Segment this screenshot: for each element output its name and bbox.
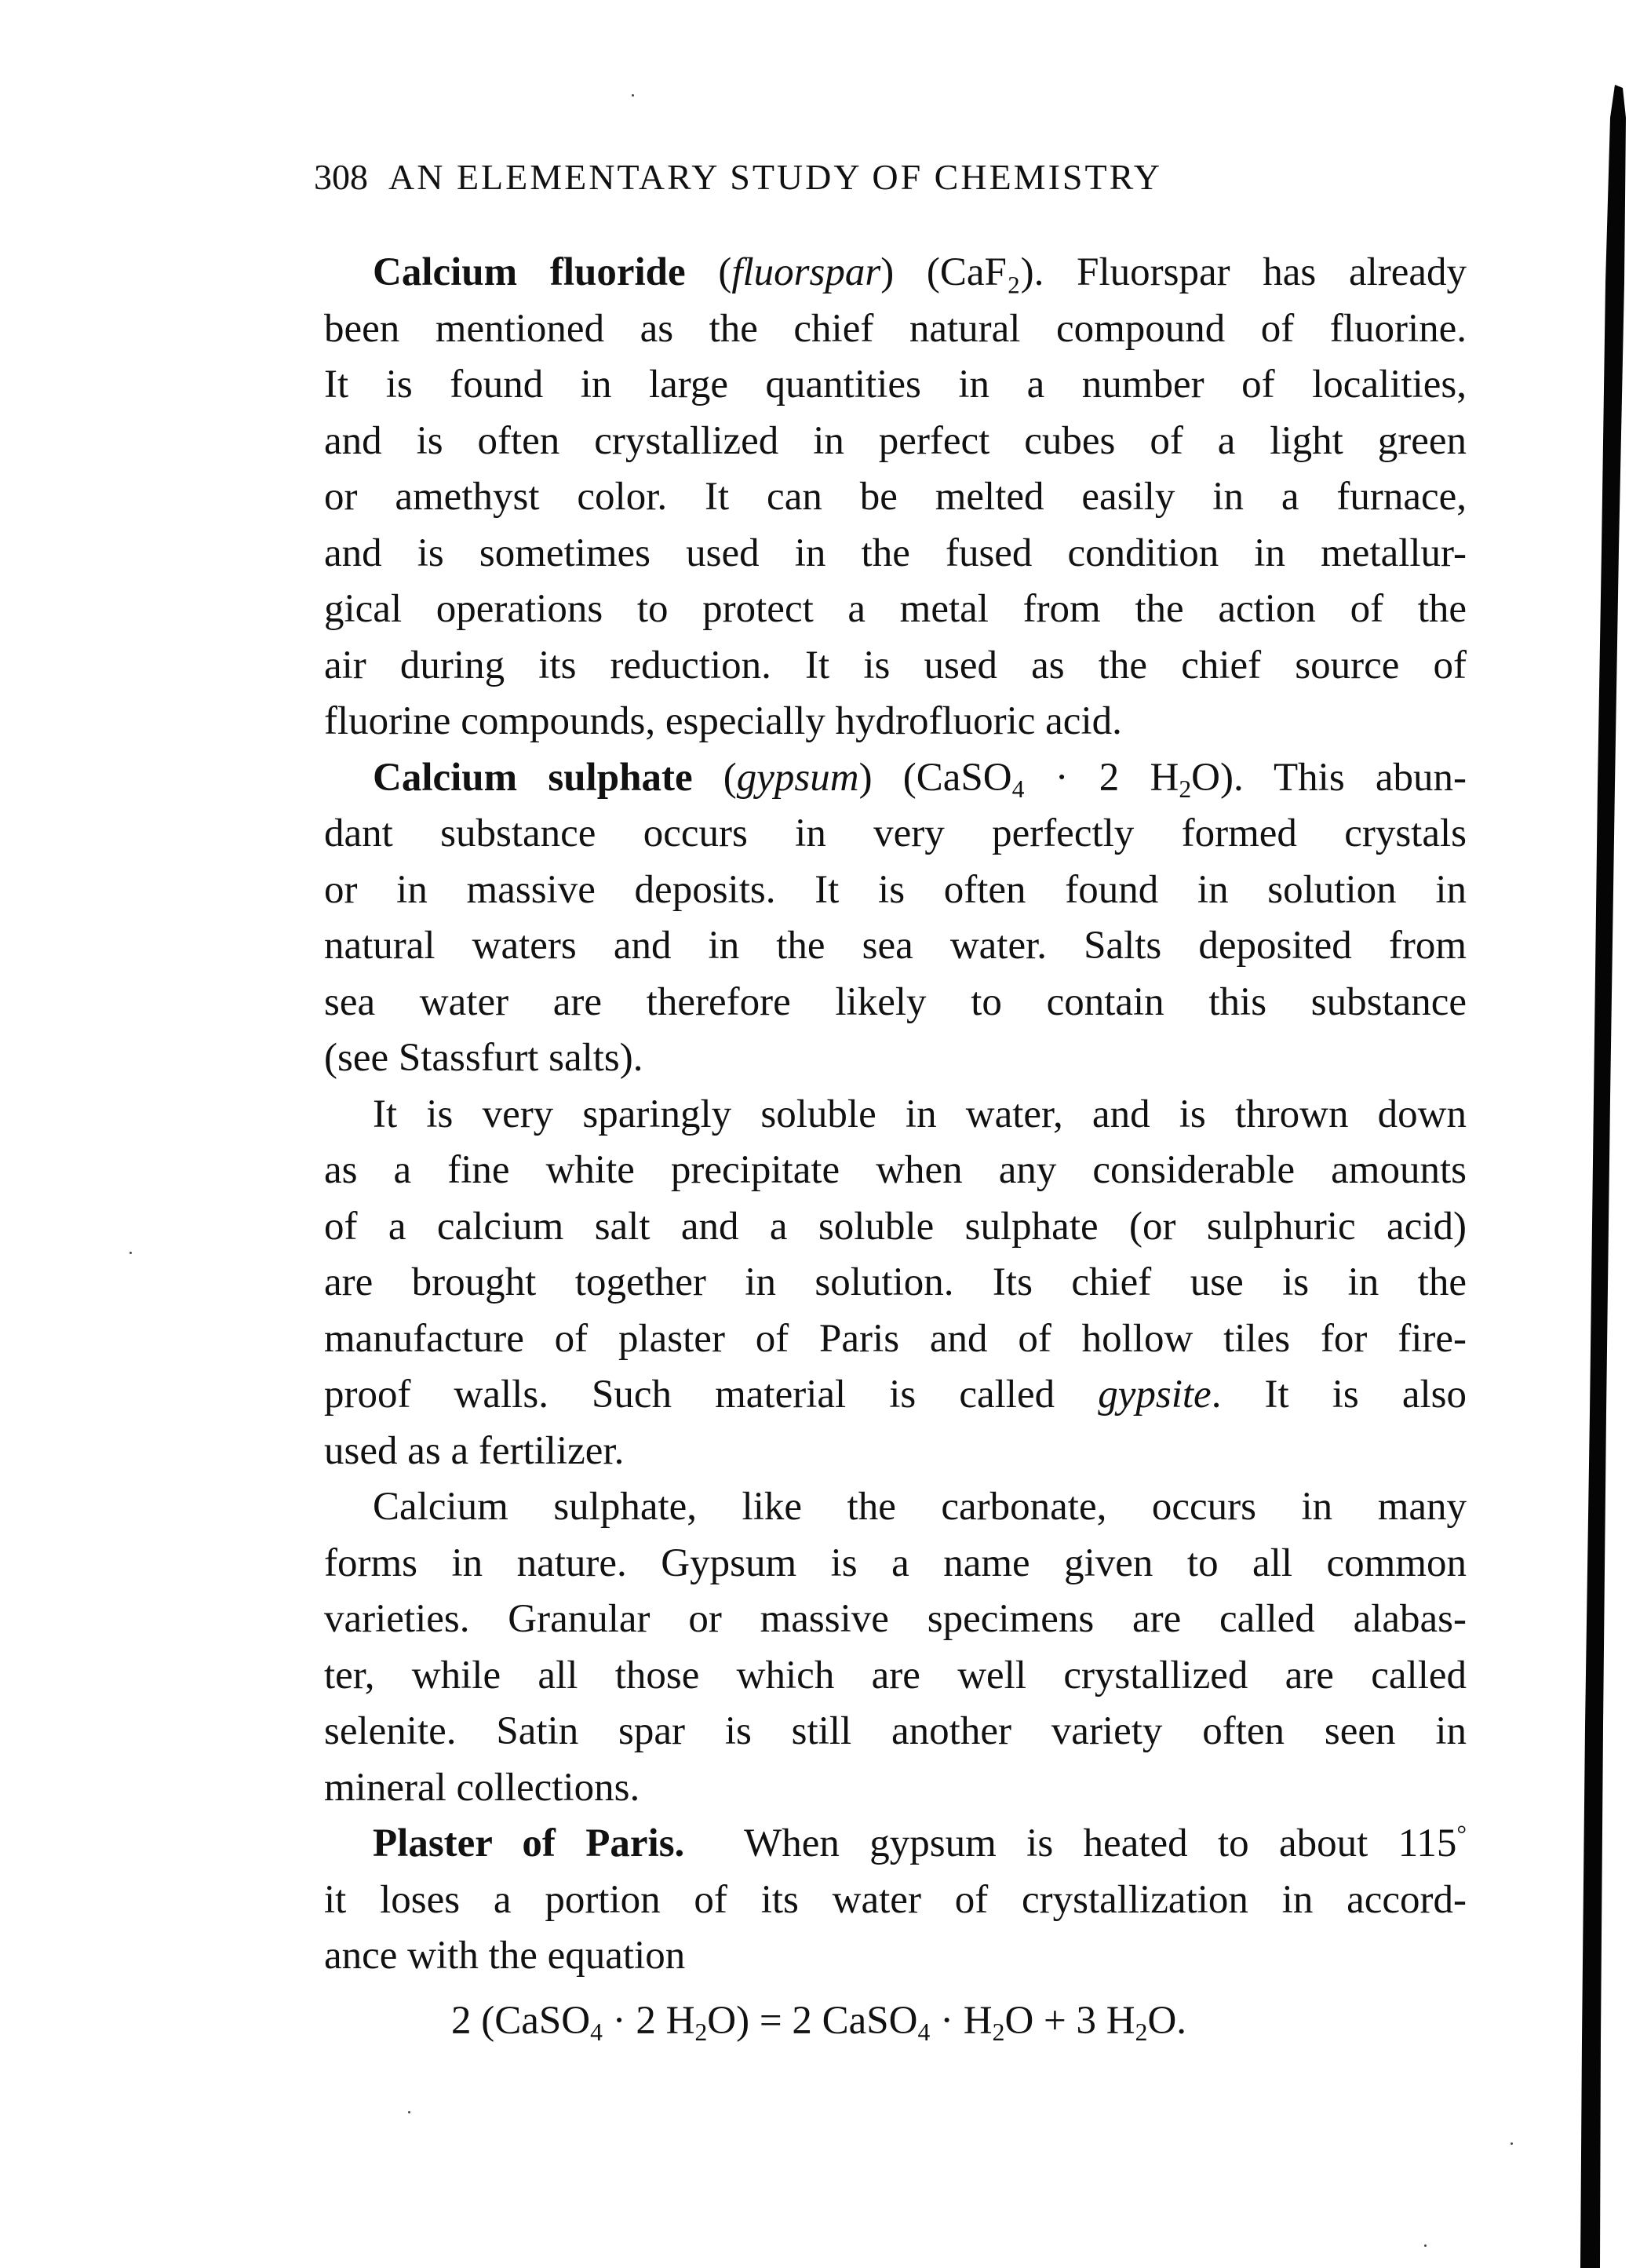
text-line: of a calcium salt and a soluble sulphate (or sulphuric acid) — [324, 1204, 1467, 1249]
paragraph-solubility — [324, 1087, 1467, 1480]
text-line: and is often crystallized in perfect cubes of a light green — [324, 418, 1467, 463]
chemical-formula: (CaF₂) — [926, 250, 1034, 294]
running-title: AN ELEMENTARY STUDY OF CHEMISTRY — [388, 157, 1162, 197]
text-line: Calcium sulphate, like the carbonate, occurs in many — [373, 1485, 1467, 1529]
paragraph-calcium-fluoride — [324, 245, 1467, 750]
mineral-name: gypsum — [736, 755, 859, 800]
text-line: are brought together in solution. Its chief use is in the — [324, 1260, 1467, 1304]
text-line: It is found in large quantities in a number of localities, — [324, 363, 1467, 407]
text-fragment: proof walls. Such material is called — [324, 1373, 1055, 1417]
text-line: manufacture of plaster of Paris and of hollow tiles for fire- — [324, 1316, 1467, 1361]
text-line: ter, while all those which are well crystallized are called — [324, 1653, 1467, 1697]
equals-sign: = — [749, 1999, 793, 2043]
text-line: and is sometimes used in the fused condition in metallur- — [324, 531, 1467, 575]
text-line: dant substance occurs in very perfectly formed crystals — [324, 811, 1467, 855]
text-line: been mentioned as the chief natural compound of fluorine. — [324, 306, 1467, 351]
text-line — [324, 1816, 1467, 1872]
scan-speck — [408, 2111, 410, 2113]
paragraph-calcium-sulphate — [324, 750, 1467, 1087]
text-line: selenite. Satin spar is still another variety often seen in — [324, 1709, 1467, 1753]
text-fragment: This abun- — [1274, 755, 1467, 800]
mineral-name: fluorspar — [731, 250, 881, 294]
text-line: Calcium sulphate (gypsum) (CaSO$_4$ · 2 $H_2O$). This abun- — [373, 755, 1467, 803]
paragraph-forms — [324, 1479, 1467, 1816]
paragraph-plaster-of-paris — [324, 1816, 1467, 1985]
text-line: as a fine white precipitate when any considerable amounts — [324, 1148, 1467, 1192]
binding-shadow-shape — [1580, 85, 1626, 2268]
scan-speck — [1424, 2244, 1427, 2247]
text-line: mineral collections. — [324, 1765, 640, 1810]
text-line: natural waters and in the sea water. Salts deposited from — [324, 924, 1467, 968]
body-text — [324, 245, 1467, 1985]
section-heading: Calcium sulphate — [373, 755, 693, 800]
section-heading: Calcium fluoride — [373, 250, 686, 294]
text-fragment: . It is also — [1211, 1373, 1467, 1417]
text-line: ance with the equation — [324, 1934, 686, 1978]
text-line: or in massive deposits. It is often found in solution in — [324, 867, 1467, 912]
text-line: varieties. Granular or massive specimens are called alabas- — [324, 1597, 1467, 1641]
running-head — [314, 154, 1350, 201]
text-line: Calcium fluoride (fluorspar) (CaF₂). Fluorspar has already — [373, 250, 1467, 294]
degree-symbol: ° — [1456, 1820, 1467, 1848]
italic-term: gypsite — [1098, 1373, 1212, 1417]
equation-rhs: 2 CaSO$_4$ · $H_2O + 3$ $H_2O$. — [792, 1999, 1187, 2046]
text-line: air during its reduction. It is used as the chief source of — [324, 643, 1467, 687]
scan-speck — [129, 1252, 132, 1254]
section-heading: Plaster of Paris. — [373, 1821, 685, 1865]
text-line: forms in nature. Gypsum is a name given to all common — [324, 1541, 1467, 1585]
text-line: it loses a portion of its water of crystallization in accord- — [324, 1877, 1467, 1922]
scan-speck — [632, 94, 634, 97]
text-fragment: Fluorspar has already — [1077, 250, 1467, 294]
scan-speck — [1511, 2142, 1513, 2145]
text-fragment: When gypsum is heated to about 115 — [744, 1821, 1457, 1865]
text-line: It is very sparingly soluble in water, and is thrown down — [373, 1092, 1467, 1136]
text-line: sea water are therefore likely to contain this substance — [324, 979, 1467, 1024]
text-line — [324, 1367, 1467, 1424]
chemical-equation — [451, 1993, 1330, 2050]
text-line: fluorine compounds, especially hydrofluoric acid. — [324, 699, 1122, 743]
text-line: (see Stassfurt salts). — [324, 1036, 643, 1080]
text-line: gical operations to protect a metal from the action of the — [324, 587, 1467, 631]
chemical-formula: (CaSO$_4$ · 2 $H_2O$). — [902, 755, 1244, 803]
equation-lhs: 2 (CaSO$_4$ · 2 $H_2O$) — [451, 1999, 750, 2046]
text-line: used as a fertilizer. — [324, 1428, 625, 1473]
text-line: or amethyst color. It can be melted easily in a furnace, — [324, 475, 1467, 519]
page-number: 308 — [314, 157, 368, 197]
